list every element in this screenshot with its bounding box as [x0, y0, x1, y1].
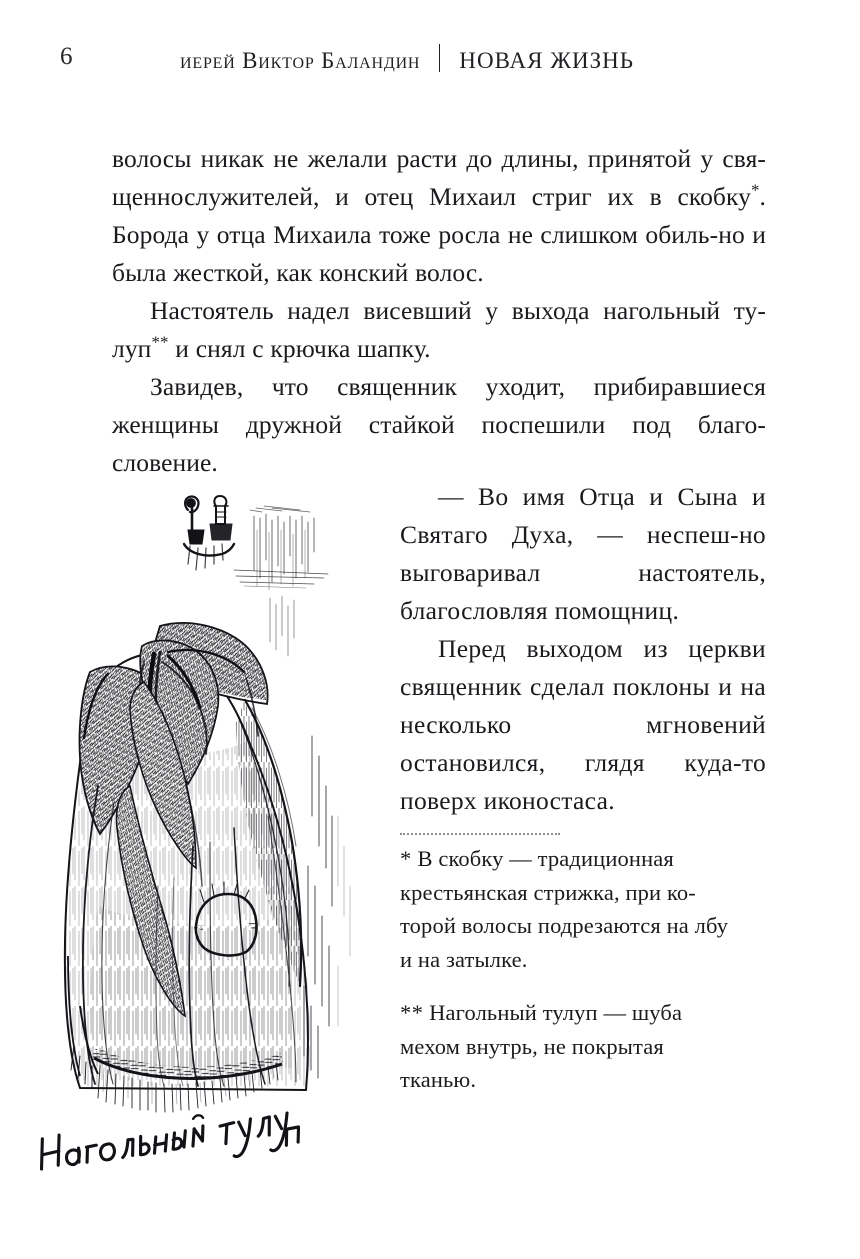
body-paragraph-2-run-a: Настоятель надел висевший у выхода нагольный ту-луп	[112, 296, 766, 363]
footnote-separator	[400, 833, 560, 837]
footnote-1-marker: *	[400, 846, 412, 871]
footnote-2	[400, 996, 740, 1097]
right-paragraph-1: — Во имя Отца и Сына и Святаго Духа, — неспеш-но выговаривал настоятель, благословляя помощниц.	[400, 482, 766, 625]
illustration-sheepskin-coat	[38, 486, 368, 1126]
running-head-center	[180, 40, 634, 74]
footnotes-block	[400, 842, 740, 1097]
body-paragraph-2	[112, 292, 766, 368]
page-number: 6	[60, 43, 73, 70]
footnote-2-marker: **	[400, 1000, 424, 1025]
body-paragraph-3: Завидев, что священник уходит, прибиравшиеся женщины дружной стайкой поспешили под благо-словение.	[112, 372, 766, 477]
right-paragraph-2: Перед выходом из церкви священник сделал поклоны и на несколько мгновений остановился, глядя куда-то поверх иконостаса.	[400, 634, 766, 815]
body-paragraph-1	[112, 140, 766, 292]
body-paragraph-1-run-b: . Борода у отца Михаила тоже росла не слишком обиль-но и была жесткой, как конский волос.	[112, 182, 766, 287]
body-text-block	[112, 140, 766, 482]
body-paragraph-2-run-b: и снял с крючка шапку.	[168, 334, 431, 363]
running-head-book-title: НОВАЯ ЖИЗНЬ	[459, 48, 635, 73]
footnote-1-text: В скобку — традиционная крестьянская стрижка, при ко-торой волосы подрезаются на лбу и на затылке.	[400, 846, 729, 972]
right-text-column	[400, 478, 766, 820]
running-head	[0, 40, 860, 80]
running-head-author: иерей Виктор Баландин	[180, 48, 421, 73]
footnote-ref-2: **	[151, 332, 169, 352]
footnote-2-text: Нагольный тулуп — шуба мехом внутрь, не покрытая тканью.	[400, 1000, 683, 1092]
footnote-1	[400, 842, 740, 976]
running-head-divider	[439, 44, 440, 72]
illustration-caption	[30, 1108, 300, 1178]
body-paragraph-1-run-a: волосы никак не желали расти до длины, принятой у свя-щеннослужителей, и отец Михаил стриг их в скобку	[112, 144, 766, 211]
footnote-ref-1: *	[750, 180, 760, 200]
